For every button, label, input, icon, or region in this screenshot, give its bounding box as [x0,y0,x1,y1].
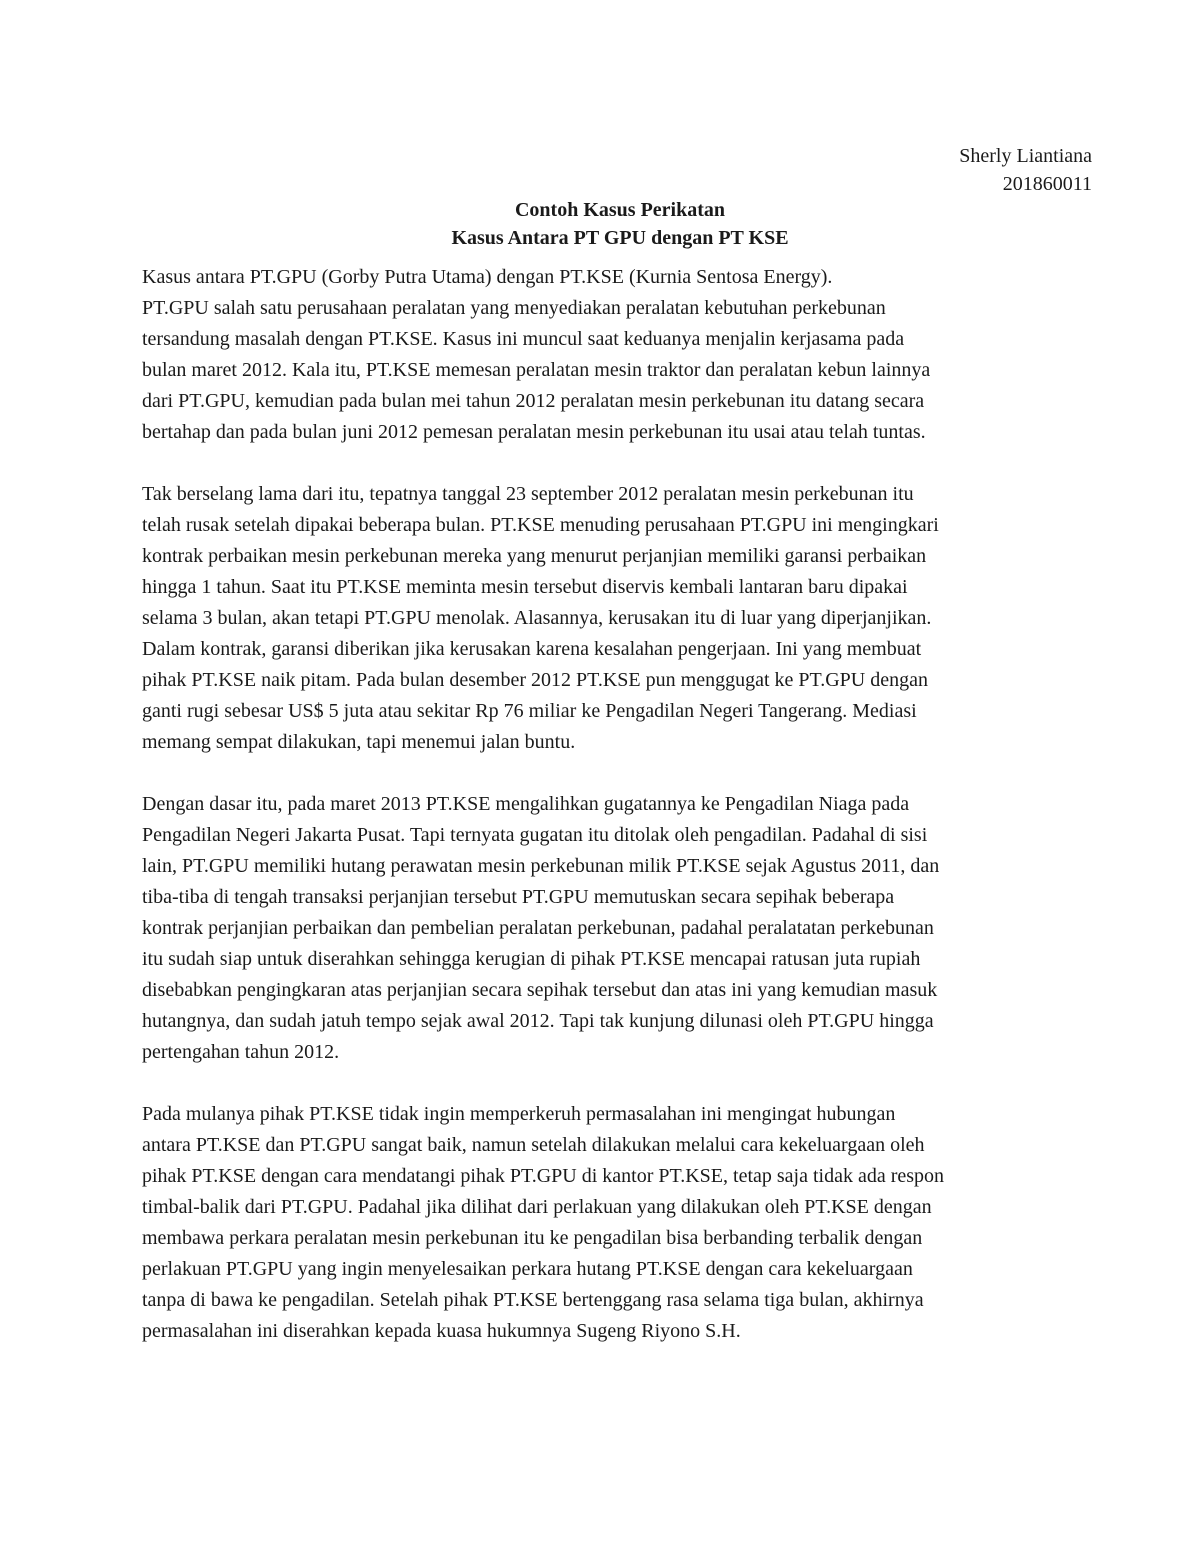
author-block [959,142,1092,198]
student-id: 201860011 [1002,173,1092,195]
text-line: timbal-balik dari PT.GPU. Padahal jika dilihat dari perlakuan yang dilakukan oleh PT.KSE dengan [142,1196,932,1218]
text-line: permasalahan ini diserahkan kepada kuasa hukumnya Sugeng Riyono S.H. [142,1320,741,1342]
paragraph-gap [142,758,1102,789]
text-line: tanpa di bawa ke pengadilan. Setelah pihak PT.KSE bertenggang rasa selama tiga bulan, akhirnya [142,1289,924,1311]
text-line: bertahap dan pada bulan juni 2012 pemesan peralatan mesin perkebunan itu usai atau telah tuntas. [142,421,926,443]
text-line: membawa perkara peralatan mesin perkebunan itu ke pengadilan bisa berbanding terbalik dengan [142,1227,923,1249]
text-line: telah rusak setelah dipakai beberapa bulan. PT.KSE menuding perusahaan PT.GPU ini mengingkari [142,514,939,536]
text-line: itu sudah siap untuk diserahkan sehingga kerugian di pihak PT.KSE mencapai ratusan juta rupiah [142,948,921,970]
text-line: PT.GPU salah satu perusahaan peralatan yang menyediakan peralatan kebutuhan perkebunan [142,297,886,319]
paragraph-gap [142,1068,1102,1099]
text-line: hingga 1 tahun. Saat itu PT.KSE meminta mesin tersebut diservis kembali lantaran baru dipakai [142,576,908,598]
text-line: pertengahan tahun 2012. [142,1041,340,1063]
text-line: kontrak perjanjian perbaikan dan pembelian peralatan perkebunan, padahal peralatatan perkebunan [142,917,934,939]
paragraph-2 [142,479,1102,758]
document-body [142,262,1102,1347]
author-name: Sherly Liantiana [959,145,1092,167]
text-line: Pada mulanya pihak PT.KSE tidak ingin memperkeruh permasalahan ini mengingat hubungan [142,1103,896,1125]
text-line: disebabkan pengingkaran atas perjanjian secara sepihak tersebut dan atas ini yang kemudian masuk [142,979,938,1001]
text-line: memang sempat dilakukan, tapi menemui jalan buntu. [142,731,576,753]
document-title [0,196,1200,252]
text-line: Dalam kontrak, garansi diberikan jika kerusakan karena kesalahan pengerjaan. Ini yang membuat [142,638,922,660]
text-line: Pengadilan Negeri Jakarta Pusat. Tapi ternyata gugatan itu ditolak oleh pengadilan. Padahal di sisi [142,824,928,846]
text-line: tiba-tiba di tengah transaksi perjanjian tersebut PT.GPU memutuskan secara sepihak beberapa [142,886,895,908]
title-line-1: Contoh Kasus Perikatan [514,199,726,221]
text-line: hutangnya, dan sudah jatuh tempo sejak awal 2012. Tapi tak kunjung dilunasi oleh PT.GPU hingga [142,1010,934,1032]
text-line: bulan maret 2012. Kala itu, PT.KSE memesan peralatan mesin traktor dan peralatan kebun lainnya [142,359,931,381]
text-line: selama 3 bulan, akan tetapi PT.GPU menolak. Alasannya, kerusakan itu di luar yang diperjanjikan. [142,607,932,629]
text-line: tersandung masalah dengan PT.KSE. Kasus ini muncul saat keduanya menjalin kerjasama pada [142,328,905,350]
paragraph-1 [142,262,1102,448]
paragraph-3 [142,789,1102,1068]
text-line: pihak PT.KSE dengan cara mendatangi pihak PT.GPU di kantor PT.KSE, tetap saja tidak ada respon [142,1165,945,1187]
text-line: perlakuan PT.GPU yang ingin menyelesaikan perkara hutang PT.KSE dengan cara kekeluargaan [142,1258,913,1280]
text-line: antara PT.KSE dan PT.GPU sangat baik, namun setelah dilakukan melalui cara kekeluargaan oleh [142,1134,925,1156]
text-line: Dengan dasar itu, pada maret 2013 PT.KSE mengalihkan gugatannya ke Pengadilan Niaga pada [142,793,910,815]
paragraph-4 [142,1099,1102,1347]
text-line: kontrak perbaikan mesin perkebunan mereka yang menurut perjanjian memiliki garansi perbaikan [142,545,927,567]
text-line: Kasus antara PT.GPU (Gorby Putra Utama) dengan PT.KSE (Kurnia Sentosa Energy). [142,266,833,288]
paragraph-gap [142,448,1102,479]
text-line: ganti rugi sebesar US$ 5 juta atau sekitar Rp 76 miliar ke Pengadilan Negeri Tangerang. Mediasi [142,700,917,722]
text-line: dari PT.GPU, kemudian pada bulan mei tahun 2012 peralatan mesin perkebunan itu datang secara [142,390,925,412]
text-line: Tak berselang lama dari itu, tepatnya tanggal 23 september 2012 peralatan mesin perkebunan itu [142,483,914,505]
title-line-2: Kasus Antara PT GPU dengan PT KSE [451,227,789,249]
text-line: pihak PT.KSE naik pitam. Pada bulan desember 2012 PT.KSE pun menggugat ke PT.GPU dengan [142,669,928,691]
text-line: lain, PT.GPU memiliki hutang perawatan mesin perkebunan milik PT.KSE sejak Agustus 2011, dan [142,855,940,877]
